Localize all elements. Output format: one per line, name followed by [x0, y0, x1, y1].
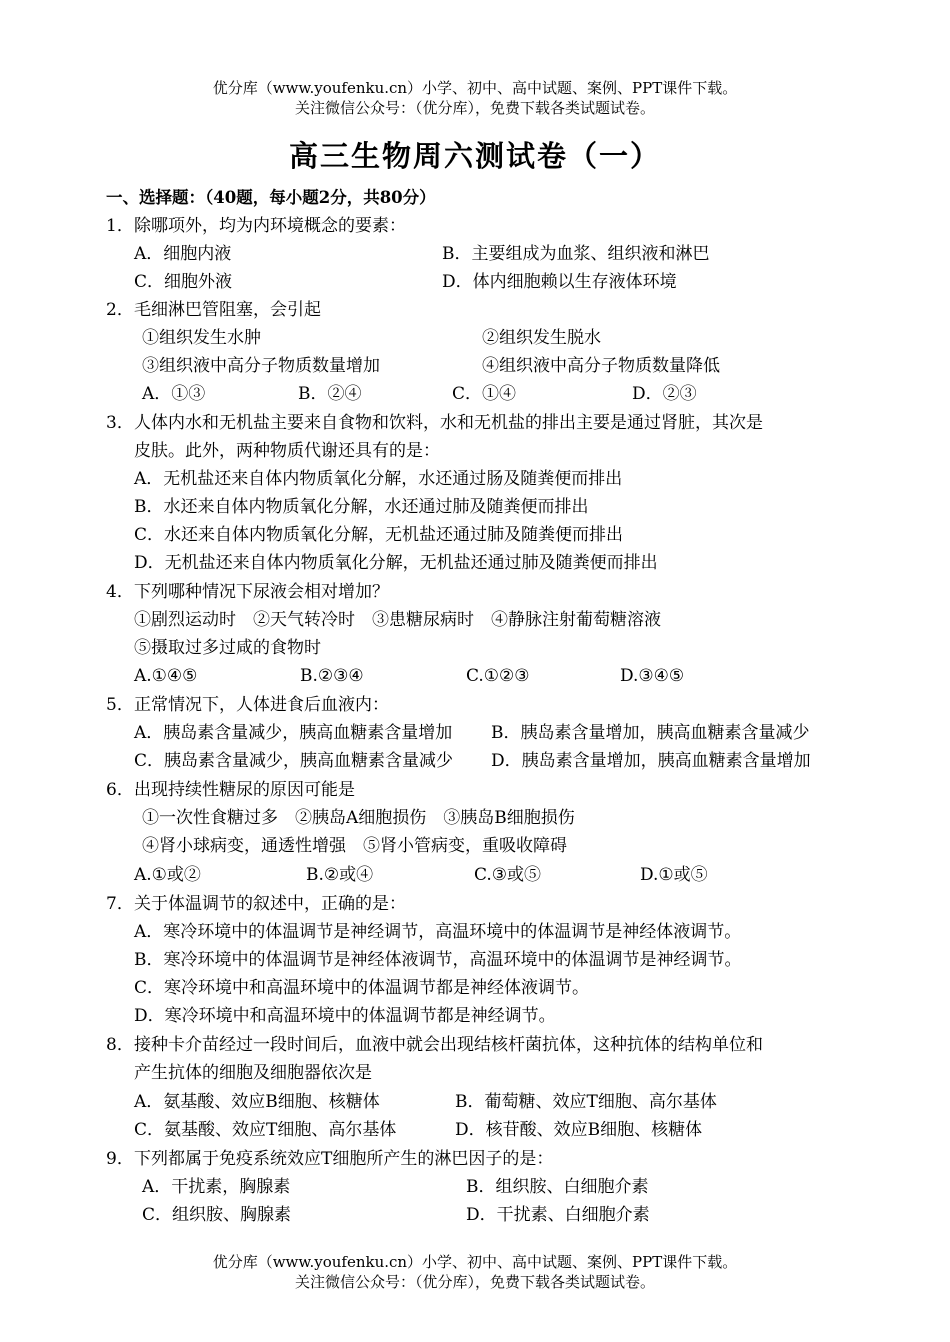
question-number: 8．: [106, 1035, 134, 1055]
option-d: D．无机盐还来自体内物质氧化分解，无机盐还通过肺及随粪便而排出: [134, 553, 658, 573]
statement-4: ④组织液中高分子物质数量降低: [482, 356, 720, 376]
question-9: [106, 1145, 553, 1173]
question-stem: 出现持续性糖尿的原因可能是: [134, 780, 355, 800]
option-b: B．主要组成为血浆、组织液和淋巴: [442, 244, 710, 264]
question-stem: 下列哪种情况下尿液会相对增加？: [134, 582, 389, 602]
option-a: A．干扰素，胸腺素: [142, 1177, 291, 1197]
footer-line-1: 优分库（www.youfenku.cn）小学、初中、高中试题、案例、PPT课件下载。: [212, 1253, 738, 1271]
option-d: D.③④⑤: [620, 666, 685, 686]
question-number: 9．: [106, 1149, 134, 1169]
question-stem-continued: 皮肤。此外，两种物质代谢还具有的是：: [134, 441, 440, 461]
option-a: A.①或②: [134, 865, 201, 885]
option-c: C．胰岛素含量减少，胰高血糖素含量减少: [134, 751, 454, 771]
question-7: [106, 890, 406, 918]
question-stem: 毛细淋巴管阻塞，会引起: [134, 300, 321, 320]
question-number: 3．: [106, 413, 134, 433]
option-b: B．葡萄糖、效应T细胞、高尔基体: [455, 1092, 717, 1112]
option-c: C．①④: [452, 384, 517, 404]
option-a: A．①③: [142, 384, 206, 404]
option-c: C．氨基酸、效应T细胞、高尔基体: [134, 1120, 397, 1140]
option-a: A．胰岛素含量减少，胰高血糖素含量增加: [134, 723, 453, 743]
footer-line-2: 关注微信公众号：（优分库），免费下载各类试题试卷。: [294, 1273, 655, 1291]
option-c: C．组织胺、胸腺素: [142, 1205, 292, 1225]
header-line-1: 优分库（www.youfenku.cn）小学、初中、高中试题、案例、PPT课件下载。: [212, 79, 738, 97]
option-b: B.②或④: [306, 865, 374, 885]
option-d: D．②③: [632, 384, 697, 404]
question-number: 5．: [106, 695, 134, 715]
option-a: A．寒冷环境中的体温调节是神经调节，高温环境中的体温调节是神经体液调节。: [134, 922, 742, 942]
option-b: B.②③④: [300, 666, 364, 686]
option-a: A．无机盐还来自体内物质氧化分解，水还通过肠及随粪便而排出: [134, 469, 623, 489]
question-number: 6．: [106, 780, 134, 800]
question-stem-continued: 产生抗体的细胞及细胞器依次是: [134, 1063, 372, 1083]
question-5: [106, 691, 389, 719]
page-title: 高三生物周六测试卷（一）: [288, 139, 661, 173]
option-c: C．水还来自体内物质氧化分解，无机盐还通过肺及随粪便而排出: [134, 525, 624, 545]
question-stem: 关于体温调节的叙述中，正确的是：: [134, 894, 406, 914]
statements-line-1: ①一次性食糖过多 ②胰岛A细胞损伤 ③胰岛B细胞损伤: [142, 808, 575, 828]
header-line-2: 关注微信公众号：（优分库），免费下载各类试题试卷。: [294, 99, 655, 117]
question-4: [106, 578, 389, 606]
option-b: B．②④: [298, 384, 362, 404]
option-c: C.③或⑤: [474, 865, 542, 885]
question-3: [106, 409, 763, 437]
section-heading: 一、选择题：（40题，每小题2分，共80分）: [106, 188, 436, 207]
question-number: 4．: [106, 582, 134, 602]
question-stem: 除哪项外，均为内环境概念的要素：: [134, 216, 406, 236]
option-d: D．体内细胞赖以生存液体环境: [442, 272, 677, 292]
question-number: 1．: [106, 216, 134, 236]
statements-line-1: ①剧烈运动时 ②天气转冷时 ③患糖尿病时 ④静脉注射葡萄糖溶液: [134, 610, 661, 630]
option-b: B．胰岛素含量增加，胰高血糖素含量减少: [491, 723, 810, 743]
statement-3: ③组织液中高分子物质数量增加: [142, 356, 380, 376]
option-c: C.①②③: [466, 666, 530, 686]
option-d: D．寒冷环境中和高温环境中的体温调节都是神经调节。: [134, 1006, 556, 1026]
option-b: B．寒冷环境中的体温调节是神经体液调节，高温环境中的体温调节是神经调节。: [134, 950, 742, 970]
question-stem: 人体内水和无机盐主要来自食物和饮料，水和无机盐的排出主要是通过肾脏，其次是: [134, 413, 763, 433]
question-number: 2．: [106, 300, 134, 320]
option-a: A．氨基酸、效应B细胞、核糖体: [134, 1092, 380, 1112]
statement-1: ①组织发生水肿: [142, 328, 261, 348]
option-b: B．水还来自体内物质氧化分解，水还通过肺及随粪便而排出: [134, 497, 589, 517]
option-d: D．干扰素、白细胞介素: [466, 1205, 650, 1225]
option-d: D.①或⑤: [640, 865, 708, 885]
option-c: C．细胞外液: [134, 272, 233, 292]
statement-2: ②组织发生脱水: [482, 328, 601, 348]
question-number: 7．: [106, 894, 134, 914]
option-b: B．组织胺、白细胞介素: [466, 1177, 649, 1197]
question-8: [106, 1031, 763, 1059]
question-6: [106, 776, 355, 804]
question-stem: 下列都属于免疫系统效应T细胞所产生的淋巴因子的是：: [134, 1149, 554, 1169]
question-stem: 接种卡介苗经过一段时间后，血液中就会出现结核杆菌抗体，这种抗体的结构单位和: [134, 1035, 763, 1055]
question-2: [106, 296, 321, 324]
question-1: [106, 212, 406, 240]
question-stem: 正常情况下，人体进食后血液内：: [134, 695, 389, 715]
statements-line-2: ④肾小球病变，通透性增强 ⑤肾小管病变，重吸收障碍: [142, 836, 567, 856]
option-d: D．胰岛素含量增加，胰高血糖素含量增加: [491, 751, 811, 771]
option-a: A.①④⑤: [134, 666, 198, 686]
option-d: D．核苷酸、效应B细胞、核糖体: [455, 1120, 703, 1140]
option-a: A．细胞内液: [134, 244, 232, 264]
option-c: C．寒冷环境中和高温环境中的体温调节都是神经体液调节。: [134, 978, 590, 998]
statements-line-2: ⑤摄取过多过咸的食物时: [134, 638, 321, 658]
